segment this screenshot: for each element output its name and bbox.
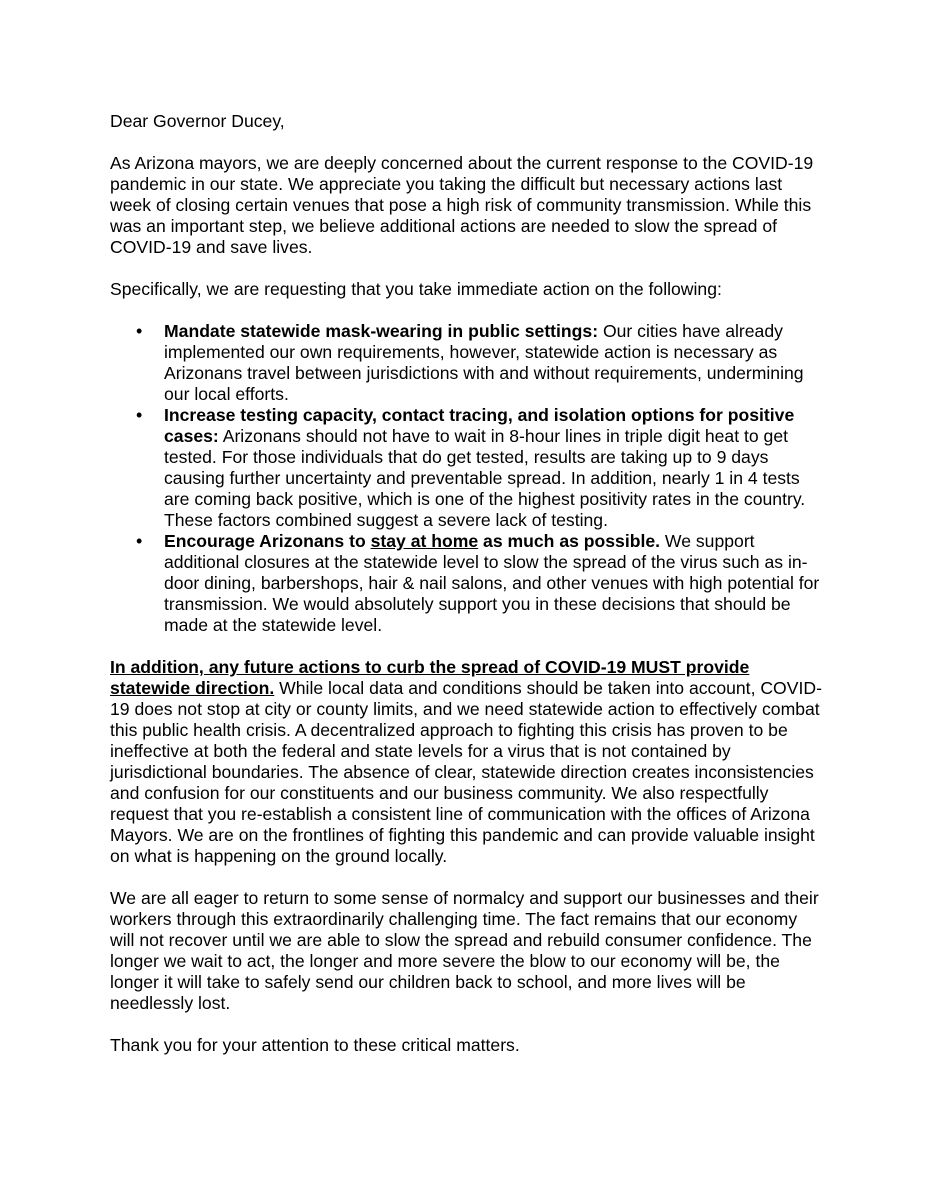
request-heading xyxy=(164,531,660,551)
request-item-testing xyxy=(164,405,822,531)
closing-paragraph: Thank you for your attention to these critical matters. xyxy=(110,1035,520,1055)
normalcy-paragraph: We are all eager to return to some sense of normalcy and support our businesses and their workers through this extraordinarily challenging time. The fact remains that our economy will not recover until we are able to slow the spread and rebuild consumer confidence. The longer we wait to act, the longer and more severe the blow to our economy will be, the longer it will take to safely send our children back to school, and more lives will be needlessly lost. xyxy=(110,888,819,1013)
direction-heading: In addition, any future actions to curb the spread of COVID-19 MUST provide statewide direction. xyxy=(110,657,750,698)
intro-paragraph: As Arizona mayors, we are deeply concerned about the current response to the COVID-19 pandemic in our state. We appreciate you taking the difficult but necessary actions last week of closing certain venues that pose a high risk of community transmission. While this was an important step, we believe additional actions are needed to slow the spread of COVID-19 and save lives. xyxy=(110,153,814,257)
request-lead-paragraph: Specifically, we are requesting that you take immediate action on the following: xyxy=(110,279,722,299)
request-heading-post: as much as possible. xyxy=(478,531,661,551)
request-text: Our cities have already implemented our own requirements, however, statewide action is necessary as Arizonans travel between jurisdictions with and without requirements, undermining our local efforts. xyxy=(164,321,804,404)
request-heading-underlined: stay at home xyxy=(370,531,479,551)
request-heading-pre: Encourage Arizonans to xyxy=(164,531,371,551)
request-item-stay-home xyxy=(164,531,822,636)
request-heading: Mandate statewide mask-wearing in public settings: xyxy=(164,321,599,341)
salutation: Dear Governor Ducey, xyxy=(110,111,285,131)
direction-text: While local data and conditions should be taken into account, COVID-19 does not stop at city or county limits, and we need statewide action to effectively combat this public health crisis. A decentralized approach to fighting this crisis has proven to be ineffective at both the federal and state levels for a virus that is not contained by jurisdictional boundaries. The absence of clear, statewide direction creates inconsistencies and confusion for our constituents and our business community. We also respectfully request that you re-establish a consistent line of communication with the offices of Arizona Mayors. We are on the frontlines of fighting this pandemic and can provide valuable insight on what is happening on the ground locally. xyxy=(110,678,822,866)
request-list xyxy=(110,321,822,636)
letter-body xyxy=(110,111,822,1077)
request-item-mask xyxy=(164,321,822,405)
request-heading: Increase testing capacity, contact tracing, and isolation options for positive cases: xyxy=(164,405,795,446)
request-text: We support additional closures at the statewide level to slow the spread of the virus such as in-door dining, barbershops, hair & nail salons, and other venues with high potential for transmission. We would absolutely support you in these decisions that should be made at the statewide level. xyxy=(164,531,820,635)
request-text: Arizonans should not have to wait in 8-hour lines in triple digit heat to get tested. For those individuals that do get tested, results are taking up to 9 days causing further uncertainty and preventable spread. In addition, nearly 1 in 4 tests are coming back positive, which is one of the highest positivity rates in the country. These factors combined suggest a severe lack of testing. xyxy=(164,426,806,530)
direction-paragraph xyxy=(110,657,822,867)
